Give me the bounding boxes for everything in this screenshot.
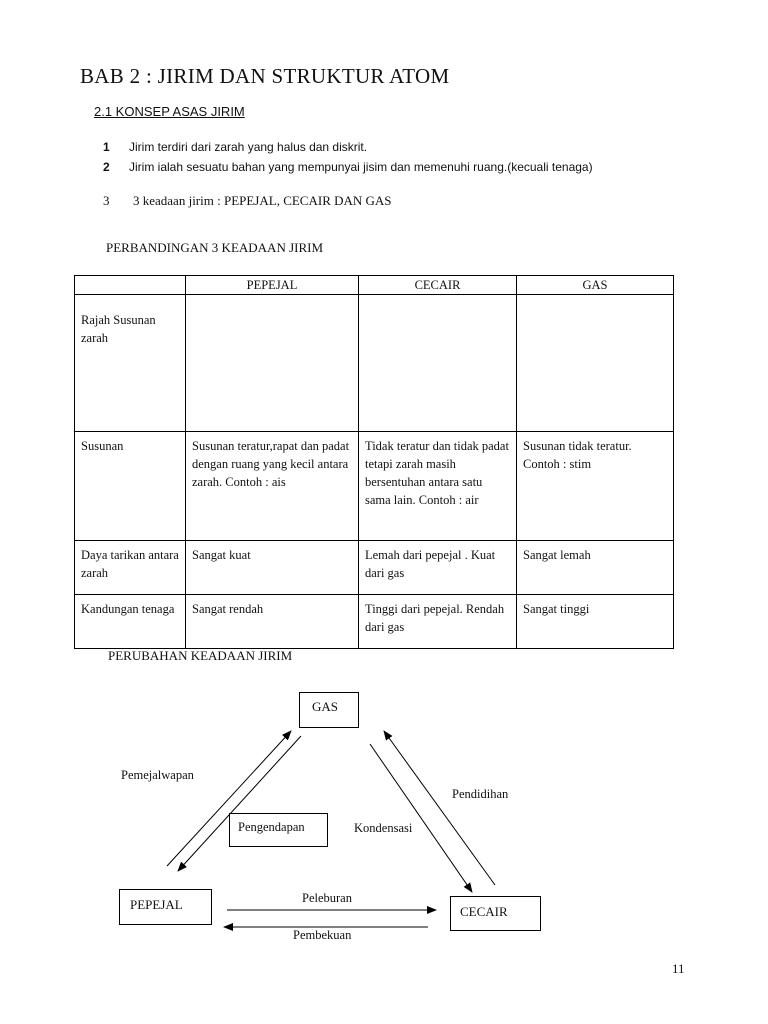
state-box-cecair: CECAIR <box>450 896 541 931</box>
row-label: Susunan <box>75 432 186 541</box>
cell-pepejal: Sangat rendah <box>186 595 359 649</box>
row-label: Kandungan tenaga <box>75 595 186 649</box>
page-number: 11 <box>672 961 685 976</box>
state-box-pepejal: PEPEJAL <box>119 889 212 925</box>
point-number: 1 <box>103 140 110 154</box>
point-text: Jirim terdiri dari zarah yang halus dan diskrit. <box>129 140 368 154</box>
label-peleburan: Peleburan <box>302 891 352 905</box>
arrow-kondensasi <box>370 744 472 892</box>
row-label: Rajah Susunan zarah <box>75 295 186 432</box>
page-title: BAB 2 : JIRIM DAN STRUKTUR ATOM <box>80 64 450 88</box>
arrow-pendidihan <box>384 731 495 885</box>
header-cell-pepejal: PEPEJAL <box>186 276 359 295</box>
cell-gas: Susunan tidak teratur. Contoh : stim <box>517 432 674 541</box>
cell-cecair: Lemah dari pepejal . Kuat dari gas <box>359 541 517 595</box>
section-subtitle: 2.1 KONSEP ASAS JIRIM <box>94 104 245 119</box>
point-number: 2 <box>103 160 110 174</box>
cell-pepejal: Sangat kuat <box>186 541 359 595</box>
cell-gas: Sangat lemah <box>517 541 674 595</box>
cell-cecair: Tidak teratur dan tidak padat tetapi zarah masih bersentuhan antara satu sama lain. Contoh : air <box>359 432 517 541</box>
point-text: 3 keadaan jirim : PEPEJAL, CECAIR DAN GAS <box>133 193 392 208</box>
point-number: 3 <box>103 193 110 208</box>
process-box-pengendapan: Pengendapan <box>229 813 328 847</box>
cell-gas: Sangat tinggi <box>517 595 674 649</box>
label-pembekuan: Pembekuan <box>293 928 352 942</box>
label-kondensasi: Kondensasi <box>354 821 413 835</box>
comparison-heading: PERBANDINGAN 3 KEADAAN JIRIM <box>106 240 324 255</box>
label-pemejalwapan: Pemejalwapan <box>121 768 194 782</box>
row-label: Daya tarikan antara zarah <box>75 541 186 595</box>
cell-cecair: Tinggi dari pepejal. Rendah dari gas <box>359 595 517 649</box>
header-cell-gas: GAS <box>517 276 674 295</box>
state-box-gas: GAS <box>299 692 359 728</box>
label-pendidihan: Pendidihan <box>452 787 509 801</box>
point-text: Jirim ialah sesuatu bahan yang mempunyai jisim dan memenuhi ruang.(kecuali tenaga) <box>129 160 593 174</box>
header-cell-cecair: CECAIR <box>359 276 517 295</box>
cell-pepejal: Susunan teratur,rapat dan padat dengan ruang yang kecil antara zarah. Contoh : ais <box>186 432 359 541</box>
changes-heading: PERUBAHAN KEADAAN JIRIM <box>108 648 293 663</box>
arrow-pengendapan <box>178 736 301 871</box>
